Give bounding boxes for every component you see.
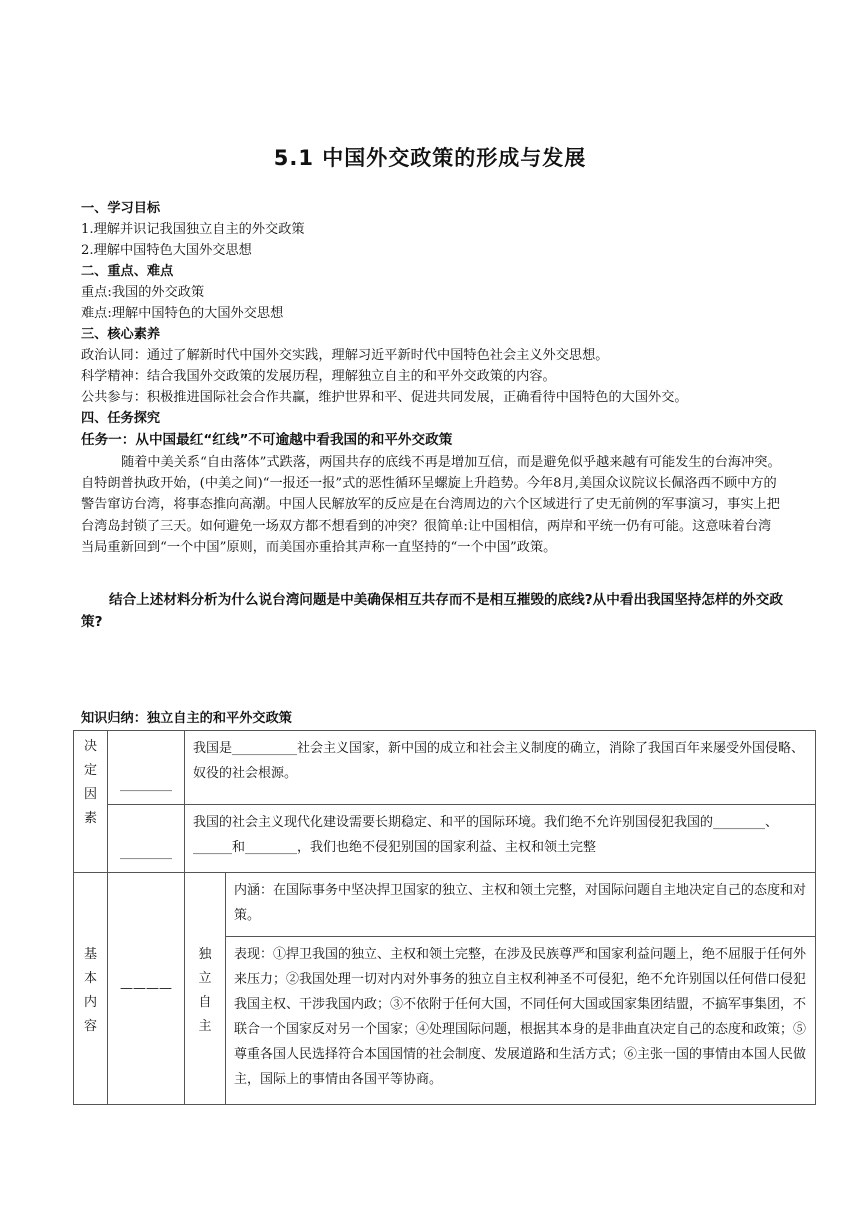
material-text: 随着中美关系“自由落体”式跌落，两国共存的底线不再是增加互信，而是避免似乎越来越有可能发生的台海冲突。自特朗普执政开始，(中美之间)“一报还一报”式的恶性循环呈螺旋上升趋势。今年8月,美国众议院议长佩洛西不顾中方的警告窜访台湾，将事态推向高潮。中国人民解放军的反应是在台湾周边的六个区域进行了史无前例的军事演习，事实上把台湾岛封锁了三天。如何避免一场双方都不想看到的冲突？很简单:让中国相信，两岸和平统一仍有可能。这意味着台湾当局重新回到“一个中国”原则，而美国亦重拾其声称一直坚持的“一个中国”政策。 xyxy=(81,455,781,555)
label-char: 独 xyxy=(198,946,212,962)
knowledge-caption: 知识归纳：独立自主的和平外交政策 xyxy=(81,711,292,726)
keypoint-item: 难点:理解中国特色的大国外交思想 xyxy=(81,306,284,321)
label-char: 因 xyxy=(83,787,97,802)
label-char: 定 xyxy=(83,763,97,778)
goal-item: 1.理解并识记我国独立自主的外交政策 xyxy=(81,222,305,237)
material-paragraph xyxy=(81,452,781,558)
label-char: 决 xyxy=(83,739,97,754)
fill-blank[interactable]: ———— xyxy=(108,873,185,1105)
literacy-item: 政治认同：通过了解新时代中国外交实践，理解习近平新时代中国特色社会主义外交思想。 xyxy=(81,348,609,363)
content-cell: 我国是__________社会主义国家，新中国的成立和社会主义制度的确立，消除了我国百年来屡受外国侵略、奴役的社会根源。 xyxy=(185,731,816,805)
table-row xyxy=(74,805,816,873)
section-heading-goals: 一、学习目标 xyxy=(81,201,161,216)
label-char: 基 xyxy=(83,946,97,962)
label-char: 内 xyxy=(83,994,97,1010)
task-title: 任务一：从中国最红“红线”不可逾越中看我国的和平外交政策 xyxy=(81,432,453,448)
label-decisive-factors xyxy=(74,731,108,873)
knowledge-table xyxy=(73,730,816,1105)
fill-blank[interactable]: ________ xyxy=(108,731,185,805)
label-char: 立 xyxy=(198,970,212,986)
keypoint-item: 重点:我国的外交政策 xyxy=(81,285,205,300)
literacy-item: 公共参与：积极推进国际社会合作共赢，维护世界和平、促进共同发展，正确看待中国特色的大国外交。 xyxy=(81,390,688,405)
content-cell: 表现：①捍卫我国的独立、主权和领土完整，在涉及民族尊严和国家利益问题上，绝不屈服于任何外来压力；②我国处理一切对内对外事务的独立自主权利神圣不可侵犯，绝不允许别国以任何借口侵犯我国主权、干涉我国内政；③不依附于任何大国，不同任何大国或国家集团结盟，不搞军事集团，不联合一个国家反对另一个国家；④处理国际问题，根据其本身的是非曲直决定自己的态度和政策；⑤尊重各国人民选择符合本国国情的社会制度、发展道路和生活方式；⑥主张一国的事情由本国人民做主，国际上的事情由各国平等协商。 xyxy=(226,937,816,1105)
label-basic-content xyxy=(74,873,108,1105)
fill-blank[interactable]: ________ xyxy=(108,805,185,873)
label-char: 容 xyxy=(83,1018,97,1034)
question-text: 结合上述材料分析为什么说台湾问题是中美确保相互共存而不是相互摧毁的底线?从中看出我国坚持怎样的外交政策? xyxy=(81,592,783,630)
task-question xyxy=(81,589,786,633)
section-heading-keypoints: 二、重点、难点 xyxy=(81,264,174,279)
label-independence xyxy=(185,873,226,1105)
content-cell: 内涵：在国际事务中坚决捍卫国家的独立、主权和领土完整，对国际问题自主地决定自己的态度和对策。 xyxy=(226,873,816,937)
table-row xyxy=(74,873,816,937)
table-row xyxy=(74,731,816,805)
section-heading-tasks: 四、任务探究 xyxy=(81,411,161,426)
label-char: 素 xyxy=(83,811,97,826)
label-char: 自 xyxy=(198,994,212,1010)
label-char: 主 xyxy=(198,1018,212,1034)
goal-item: 2.理解中国特色大国外交思想 xyxy=(81,243,252,258)
literacy-item: 科学精神：结合我国外交政策的发展历程，理解独立自主的和平外交政策的内容。 xyxy=(81,369,556,384)
label-char: 本 xyxy=(83,970,97,986)
page-title: 5.1 中国外交政策的形成与发展 xyxy=(273,146,587,170)
content-cell: 我国的社会主义现代化建设需要长期稳定、和平的国际环境。我们绝不允许别国侵犯我国的________、______和________，我们也绝不侵犯别国的国家利益、主权和领土完整 xyxy=(185,805,816,873)
section-heading-literacy: 三、核心素养 xyxy=(81,327,161,342)
